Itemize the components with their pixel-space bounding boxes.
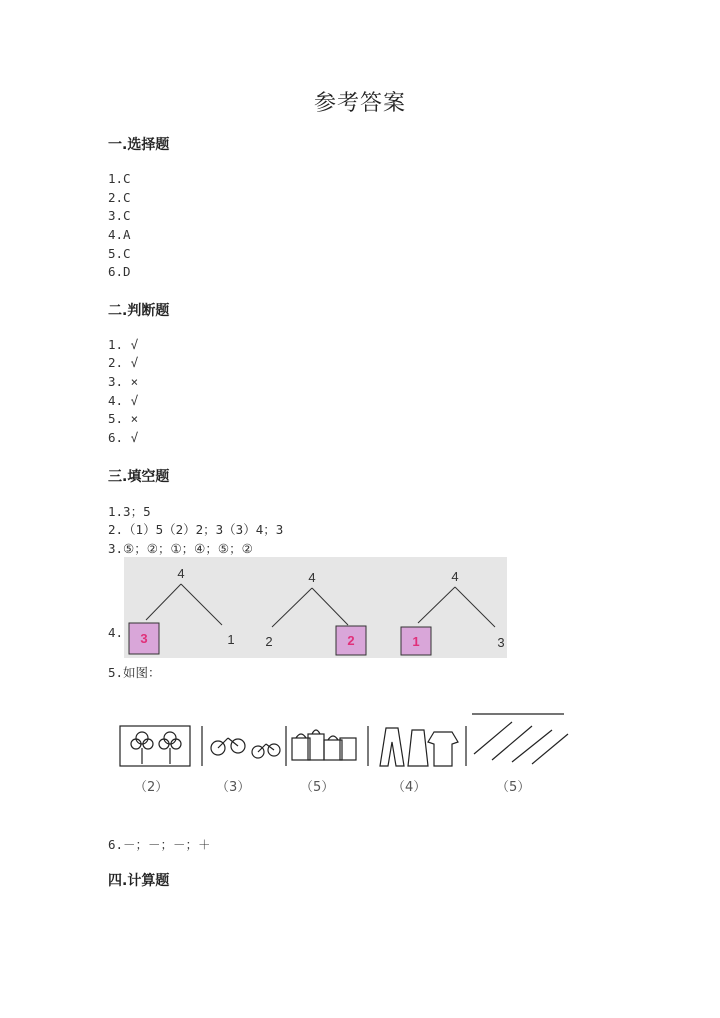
bond-answer: 1 [412, 634, 420, 649]
flowers-icon [120, 726, 190, 766]
answer-line: 3.C [108, 208, 131, 223]
picture-caption: （3） [216, 780, 251, 795]
section-heading-choice: 一.选择题 [108, 137, 170, 153]
bond-top: 4 [308, 570, 316, 585]
bond-answer: 2 [347, 633, 355, 648]
question-4-label: 4. [108, 625, 124, 640]
number-bond-tree [401, 569, 505, 655]
answer-line: 6.－；－；－；＋ [108, 837, 211, 852]
clothes-icon [380, 728, 458, 766]
picture-caption: （5） [496, 780, 531, 795]
answer-line: 2.C [108, 190, 131, 205]
question-5-label: 5.如图： [108, 665, 161, 680]
number-bond-panel [124, 557, 507, 658]
bags-icon [292, 730, 356, 760]
answer-line: 1.C [108, 171, 131, 186]
number-bond-tree [265, 570, 366, 655]
number-bond-tree [129, 566, 235, 654]
answer-line: 4.A [108, 227, 131, 242]
answer-line: 6. √ [108, 430, 139, 445]
picture-caption: （4） [392, 780, 427, 795]
answer-line: 2.（1）5（2）2；3（3）4；3 [108, 522, 284, 537]
bond-given: 2 [265, 634, 273, 649]
answer-line: 4. √ [108, 393, 139, 408]
answer-line: 5. × [108, 411, 139, 426]
bond-answer: 3 [140, 631, 148, 646]
picture-caption: （5） [300, 780, 335, 795]
picture-caption: （2） [134, 780, 169, 795]
classification-pictures [112, 708, 572, 808]
bond-top: 4 [451, 569, 459, 584]
section-heading-fill: 三.填空题 [108, 469, 170, 485]
bond-top: 4 [177, 566, 185, 581]
answer-line: 1. √ [108, 337, 139, 352]
bond-given: 1 [227, 632, 235, 647]
answer-line: 3.⑤；②；①；④；⑤；② [108, 541, 253, 556]
answer-line: 5.C [108, 246, 131, 261]
answer-line: 6.D [108, 264, 131, 279]
section-heading-calculation: 四.计算题 [108, 873, 170, 889]
answer-line: 3. × [108, 374, 139, 389]
page-title: 参考答案 [313, 91, 406, 116]
bicycles-icon [211, 738, 280, 758]
pens-icon [472, 714, 568, 764]
number-bond-diagram [124, 557, 507, 658]
bond-given: 3 [497, 635, 505, 650]
answer-line: 2. √ [108, 355, 139, 370]
section-heading-judgement: 二.判断题 [108, 303, 170, 319]
answer-line: 1.3；5 [108, 504, 151, 519]
